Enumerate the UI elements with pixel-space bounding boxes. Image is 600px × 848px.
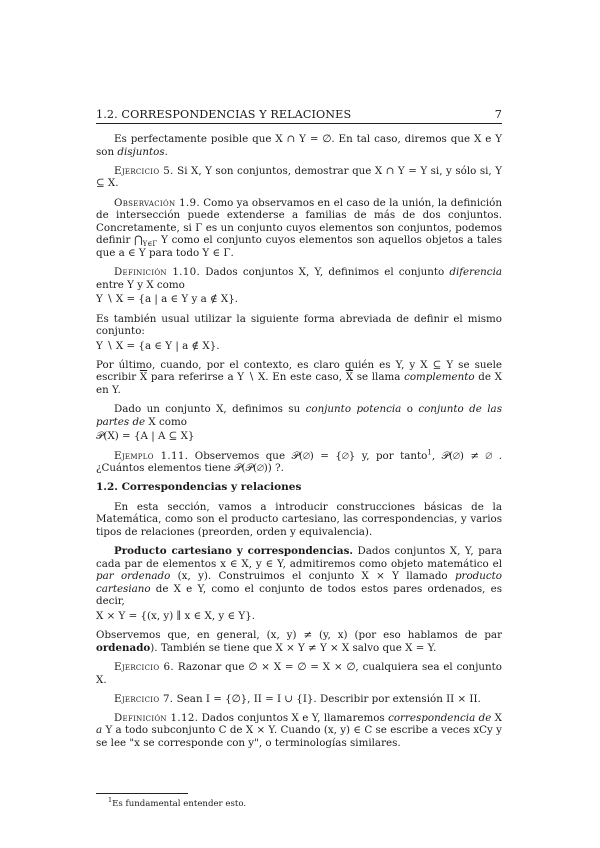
exercise-5: Ejercicio 5. Si X, Y son conjuntos, demostrar que X ∩ Y = Y si, y sólo si, Y ⊆ X. — [96, 164, 502, 190]
definition-1-12: Definición 1.12. Dados conjuntos X e Y, llamaremos correspondencia de X a Y a todo subconjunto C de X × Y. Cuando (x, y) ∈ C se escribe a veces xCy y se lee "x se corresponde con y", o terminologías similares. — [96, 711, 503, 750]
page-body — [96, 133, 502, 756]
running-header — [96, 108, 502, 121]
paragraph-ordered-pair: Observemos que, en general, (x, y) ≠ (y, x) (por eso hablamos de par ordenado). También se tiene que X × Y ≠ Y × X salvo que X = Y. — [96, 629, 502, 654]
equation-difference-abbrev: Y ∖ X = {a ∈ Y | a ∉ X}. — [96, 339, 220, 352]
footnote — [108, 796, 247, 809]
definition-1-12-label: Definición 1.12. — [114, 711, 199, 724]
exercise-6: Ejercicio 6. Razonar que ∅ × X = ∅ = X × ∅, cualquiera sea el conjunto X. — [96, 660, 502, 686]
equation-difference: Y ∖ X = {a | a ∈ Y y a ∉ X}. — [96, 293, 239, 306]
section-heading: 1.2. Correspondencias y relaciones — [96, 481, 302, 494]
paragraph-disjuntos: Es perfectamente posible que X ∩ Y = ∅. En tal caso, diremos que X e Y son disjuntos. — [96, 133, 502, 158]
term-diferencia: diferencia — [449, 266, 502, 279]
paragraph-power-set: Dado un conjunto X, definimos su conjunto potencia o conjunto de las partes de X como — [96, 403, 502, 428]
paragraph-intro: En esta sección, vamos a introducir construcciones básicas de la Matemática, como son el producto cartesiano, las correspondencias, y varios tipos de relaciones (preorden, orden y equivalencia). — [96, 500, 502, 538]
paragraph-abbreviated: Es también usual utilizar la siguiente forma abreviada de definir el mismo conjunto: — [96, 312, 502, 338]
exercise-6-label: Ejercicio 6. — [114, 660, 174, 673]
paragraph-cartesian-product: Producto cartesiano y correspondencias. Dados conjuntos X, Y, para cada par de elementos x ∈ X, y ∈ Y, admitiremos como objeto matemático el par ordenado (x, y). Construimos el conjunto X × Y llamado producto cartesiano de X e Y, como el conjunto de todos estos pares ordenados, es decir, — [96, 544, 503, 608]
equation-power-set: 𝒫(X) = {A | A ⊆ X} — [96, 430, 195, 443]
observation-1-9-label: Observación 1.9. — [114, 196, 200, 209]
term-disjuntos: disjuntos — [117, 145, 165, 158]
example-1-11: Ejemplo 1.11. Observemos que 𝒫(∅) = {∅} y, por tanto$^1$, 𝒫(∅) ≠ ∅ . ¿Cuántos elementos tiene 𝒫(𝒫(∅)) ?. — [96, 448, 502, 475]
footnote-rule — [96, 793, 188, 794]
term-complemento: complemento — [404, 371, 475, 384]
exercise-7: Ejercicio 7. Sean I = {∅}, II = I ∪ {I}. Describir por extensión II × II. — [114, 692, 481, 705]
header-rule — [96, 123, 502, 124]
example-1-11-label: Ejemplo 1.11. — [114, 449, 189, 462]
paragraph-heading-cartesian: Producto cartesiano y correspondencias. — [114, 544, 353, 557]
footnote-mark: 1 — [108, 796, 113, 805]
exercise-5-label: Ejercicio 5. — [114, 164, 174, 177]
definition-1-10: Definición 1.10. Dados conjuntos X, Y, definimos el conjunto diferencia entre Y y X como — [96, 266, 502, 291]
page-number: 7 — [494, 108, 502, 121]
equation-cartesian-product: X × Y = {(x, y) ∥ x ∈ X, y ∈ Y}. — [96, 609, 255, 622]
observation-1-9: Observación 1.9. Como ya observamos en el caso de la unión, la definición de intersección puede extenderse a familias de más de dos conjuntos. Concretamente, si Γ es un conjunto cuyos elementos son conjuntos, podemos definir $⋂_{Y\in\Gamma}$ Y como el conjunto cuyos elementos son aquellos objetos a tales que a ∈ Y para todo Y ∈ Γ. — [96, 196, 502, 259]
footnote-reference: 1 — [427, 448, 432, 457]
paragraph-complement: Por último, cuando, por el contexto, es claro quién es Y, y X ⊆ Y se suele escribir $\overline{X}$ para referirse a Y ∖ X. En este caso, $\overline{X}$ se llama complemento de X en Y. — [96, 358, 502, 397]
definition-1-10-label: Definición 1.10. — [114, 266, 201, 279]
exercise-7-label: Ejercicio 7. — [114, 692, 174, 705]
running-header-title: 1.2. CORRESPONDENCIAS Y RELACIONES — [96, 108, 352, 121]
footnote-text: Es fundamental entender esto. — [112, 799, 247, 809]
